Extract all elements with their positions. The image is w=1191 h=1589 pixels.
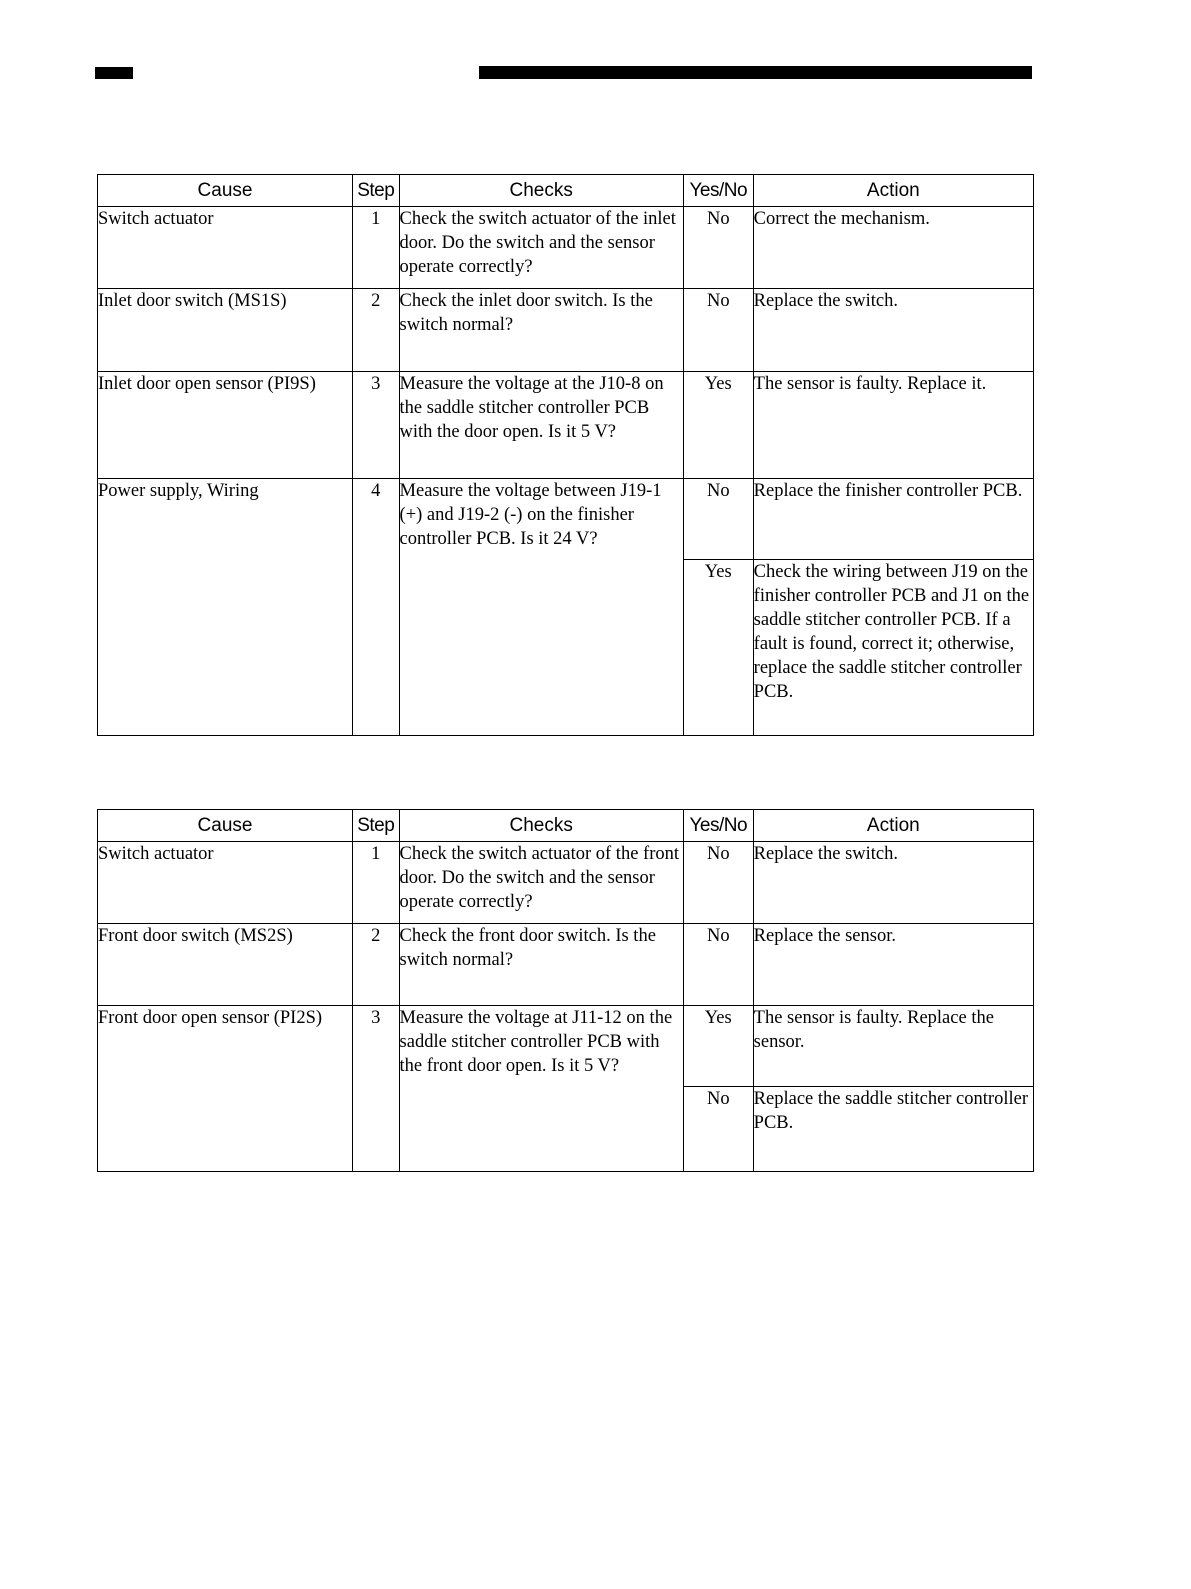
header-step: Step <box>352 175 399 207</box>
checks-cell: Check the switch actuator of the front door. Do the switch and the sensor operate correctly? <box>399 842 683 924</box>
cause-cell: Front door open sensor (PI2S) <box>98 1006 353 1172</box>
answer-cell: No <box>683 1087 753 1172</box>
checks-cell: Measure the voltage at the J10-8 on the saddle stitcher controller PCB with the door open. Is it 5 V? <box>399 372 683 479</box>
answer-cell: No <box>683 842 753 924</box>
troubleshooting-table-inlet-door <box>97 174 1034 736</box>
step-cell: 1 <box>352 207 399 289</box>
step-cell: 3 <box>352 1006 399 1172</box>
table-row <box>98 479 1034 560</box>
checks-cell: Measure the voltage between J19-1 (+) and J19-2 (-) on the finisher controller PCB. Is it 24 V? <box>399 479 683 736</box>
table-row <box>98 1006 1034 1087</box>
checks-cell: Check the switch actuator of the inlet door. Do the switch and the sensor operate correctly? <box>399 207 683 289</box>
action-cell: Check the wiring between J19 on the finisher controller PCB and J1 on the saddle stitcher controller PCB. If a fault is found, correct it; otherwise, replace the saddle stitcher controller PCB. <box>753 560 1033 736</box>
step-cell: 3 <box>352 372 399 479</box>
cause-cell: Power supply, Wiring <box>98 479 353 736</box>
header-checks: Checks <box>399 175 683 207</box>
table-row <box>98 289 1034 372</box>
cause-cell: Inlet door switch (MS1S) <box>98 289 353 372</box>
answer-cell: No <box>683 479 753 560</box>
step-cell: 2 <box>352 924 399 1006</box>
action-cell: The sensor is faulty. Replace it. <box>753 372 1033 479</box>
table-header-row <box>98 810 1034 842</box>
header-action: Action <box>753 810 1033 842</box>
cause-cell: Inlet door open sensor (PI9S) <box>98 372 353 479</box>
cause-cell: Switch actuator <box>98 207 353 289</box>
table-row <box>98 842 1034 924</box>
header-yes-no: Yes/No <box>683 175 753 207</box>
action-cell: The sensor is faulty. Replace the sensor. <box>753 1006 1033 1087</box>
action-cell: Replace the switch. <box>753 289 1033 372</box>
checks-cell: Check the front door switch. Is the switch normal? <box>399 924 683 1006</box>
header-yes-no: Yes/No <box>683 810 753 842</box>
cause-cell: Front door switch (MS2S) <box>98 924 353 1006</box>
answer-cell: No <box>683 207 753 289</box>
table-row <box>98 207 1034 289</box>
step-cell: 1 <box>352 842 399 924</box>
header-checks: Checks <box>399 810 683 842</box>
action-cell: Replace the sensor. <box>753 924 1033 1006</box>
checks-cell: Measure the voltage at J11-12 on the saddle stitcher controller PCB with the front door open. Is it 5 V? <box>399 1006 683 1172</box>
answer-cell: Yes <box>683 372 753 479</box>
header-step: Step <box>352 810 399 842</box>
table-row <box>98 924 1034 1006</box>
step-cell: 2 <box>352 289 399 372</box>
header-action: Action <box>753 175 1033 207</box>
action-cell: Replace the switch. <box>753 842 1033 924</box>
step-cell: 4 <box>352 479 399 736</box>
header-cause: Cause <box>98 810 353 842</box>
action-cell: Replace the saddle stitcher controller PCB. <box>753 1087 1033 1172</box>
answer-cell: No <box>683 289 753 372</box>
table-row <box>98 372 1034 479</box>
troubleshooting-table-front-door <box>97 809 1034 1172</box>
action-cell: Replace the finisher controller PCB. <box>753 479 1033 560</box>
answer-cell: Yes <box>683 1006 753 1087</box>
answer-cell: No <box>683 924 753 1006</box>
checks-cell: Check the inlet door switch. Is the switch normal? <box>399 289 683 372</box>
table-header-row <box>98 175 1034 207</box>
header-rule-right <box>479 66 1032 79</box>
cause-cell: Switch actuator <box>98 842 353 924</box>
action-cell: Correct the mechanism. <box>753 207 1033 289</box>
header-rule-left <box>95 67 133 79</box>
answer-cell: Yes <box>683 560 753 736</box>
header-cause: Cause <box>98 175 353 207</box>
